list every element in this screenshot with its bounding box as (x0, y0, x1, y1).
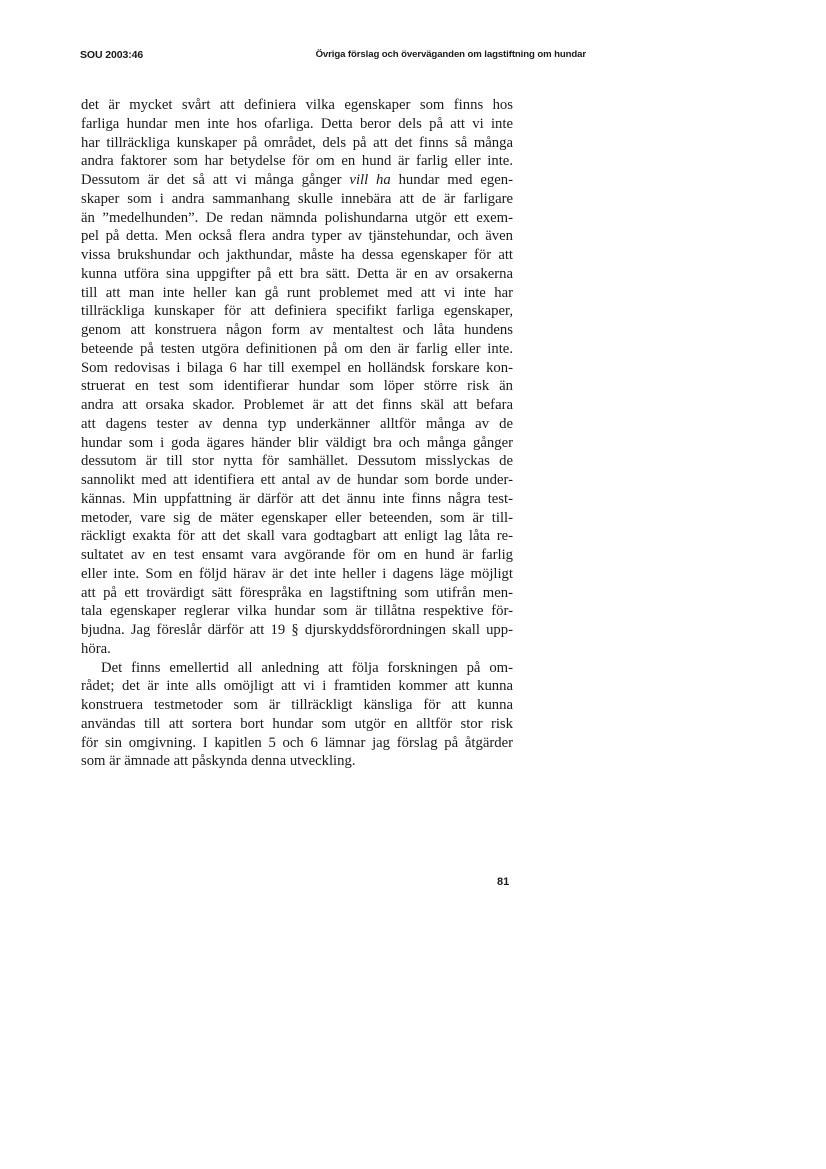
text-line: rådet; det är inte alls omöjligt att vi i framtiden kommer att kunna (81, 678, 513, 695)
text-line: att på ett trovärdigt sätt förespråka en lagstiftning som utifrån men- (81, 584, 513, 601)
text-line: dessutom är till stor nytta för samhället. Dessutom misslyckas de (81, 453, 513, 470)
page-number: 81 (497, 876, 510, 888)
text-line: struerat en test som identifierar hundar som löper större risk än (81, 378, 513, 395)
text-line: som är ämnade att påskynda denna utveckling. (81, 753, 356, 770)
running-header (80, 49, 586, 65)
text-line: kunna utföra sina uppgifter på ett bra sätt. Detta är en av orsakerna (81, 265, 513, 282)
text-line: beteende på testen utgöra definitionen på om den är farlig eller inte. (81, 340, 513, 357)
text-line: Det finns emellertid all anledning att följa forskningen på om- (101, 659, 513, 676)
paragraph (81, 96, 513, 659)
text-line: vissa brukshundar och jakthundar, måste ha dessa egenskaper för att (81, 247, 513, 263)
text-line: sultatet av en test ensamt vara avgörande för om en hund är farlig (81, 547, 513, 563)
text-line: det är mycket svårt att definiera vilka egenskaper som finns hos (81, 97, 513, 113)
text-line: tala egenskaper reglerar vilka hundar som är tillåtna respektive för- (81, 603, 513, 620)
text-line: farliga hundar men inte hos ofarliga. Detta beror dels på att vi inte (81, 115, 513, 132)
text-line: andra att orsaka skador. Problemet är att det finns skäl att befara (81, 397, 513, 413)
text-line: bjudna. Jag föreslår därför att 19 § djurskyddsförordningen skall upp- (81, 622, 513, 638)
text-line: att dagens tester av denna typ underkänner alltför många av de (81, 415, 513, 432)
text-line: konstruera testmetoder som är tillräckligt känsliga för att kunna (81, 697, 513, 713)
text-line: kännas. Min uppfattning är därför att det ännu inte finns några test- (81, 490, 513, 507)
text-line: andra faktorer som har betydelse för om en hund är farlig eller inte. (81, 153, 513, 170)
body-text (81, 96, 513, 771)
text-line: användas till att sortera bort hundar som utgör en alltför stor risk (81, 715, 513, 732)
text-line: höra. (81, 640, 111, 657)
text-line: genom att konstruera någon form av mentaltest och låta hundens (81, 322, 513, 338)
text-line: har tillräckliga kunskaper på området, dels på att det finns så många (81, 134, 513, 151)
report-identifier: SOU 2003:46 (80, 49, 144, 61)
text-segment: hundar med egen- (390, 172, 513, 188)
emphasized-text: vill ha (349, 172, 391, 188)
text-line: skaper som i andra sammanhang skulle innebära att de är farligare (81, 190, 513, 207)
text-line: sannolikt med att identifiera ett antal av de hundar som borde under- (81, 472, 513, 488)
text-line: pel på detta. Men också flera andra typer av tjänstehundar, och även (81, 228, 513, 245)
text-line: till att man inte heller kan gå runt problemet med att vi inte har (81, 284, 513, 301)
text-line: hundar som i goda ägares händer blir väldigt bra och många gånger (81, 434, 513, 451)
text-line: för sin omgivning. I kapitlen 5 och 6 lämnar jag förslag på åtgärder (81, 734, 513, 751)
chapter-title: Övriga förslag och överväganden om lagstiftning om hundar (315, 49, 586, 60)
text-line: metoder, vare sig de mäter egenskaper eller beteenden, som är till- (81, 509, 513, 526)
text-line: räckligt exakta för att det skall vara godtagbart att enligt lag låta re- (81, 528, 513, 545)
text-line: tillräckliga kunskaper för att definiera specifikt farliga egenskaper, (81, 303, 513, 320)
text-line (81, 171, 513, 190)
text-segment: Dessutom är det så att vi många gånger (81, 172, 350, 188)
paragraph (81, 659, 513, 772)
text-line: eller inte. Som en följd härav är det inte heller i dagens läge möjligt (81, 565, 513, 582)
text-line: Som redovisas i bilaga 6 har till exempel en holländsk forskare kon- (81, 359, 513, 376)
text-line: än ”medelhunden”. De redan nämnda polishundarna utgör ett exem- (81, 209, 513, 226)
